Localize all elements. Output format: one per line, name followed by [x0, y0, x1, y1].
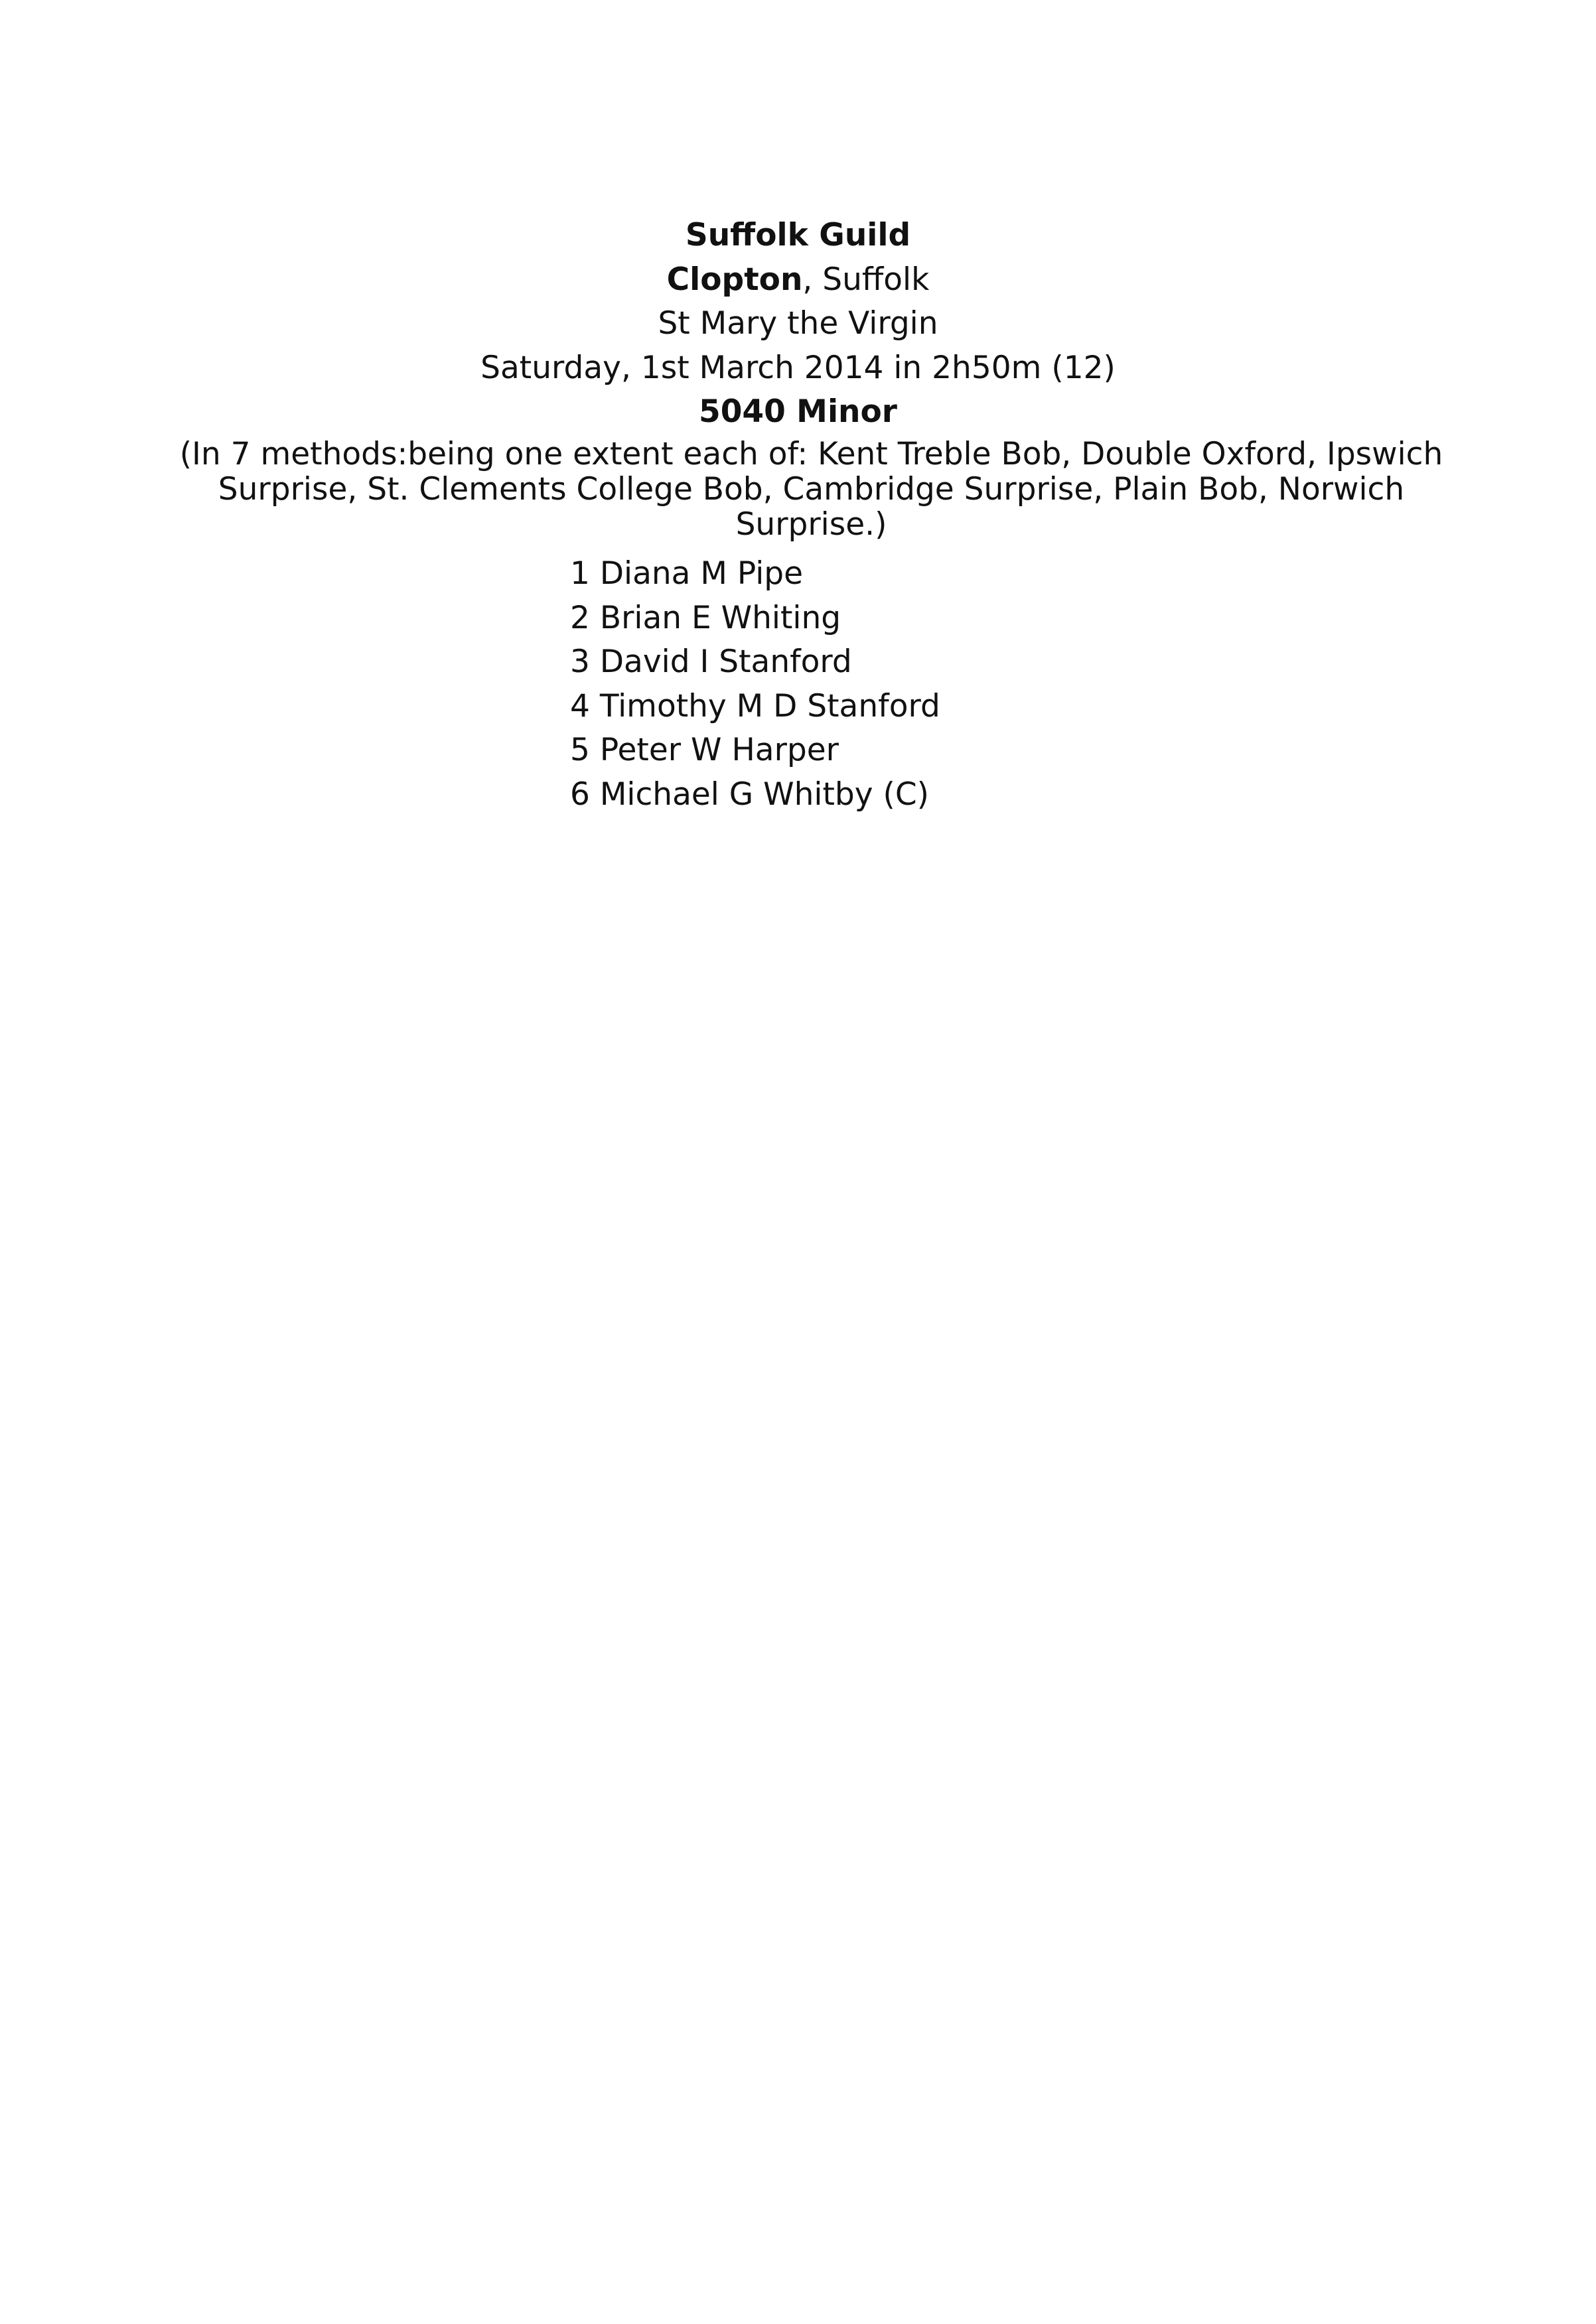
ringer-item: 3 David I Stanford	[570, 644, 852, 681]
date-duration: Saturday, 1st March 2014 in 2h50m (12)	[480, 349, 1116, 386]
performance-title: 5040 Minor	[699, 393, 897, 430]
ringer-item: 6 Michael G Whitby (C)	[570, 776, 929, 813]
ringer-item: 4 Timothy M D Stanford	[570, 687, 940, 724]
guild-name: Suffolk Guild	[685, 217, 911, 253]
location-line	[0, 258, 1596, 303]
ringer-item: 2 Brian E Whiting	[570, 599, 841, 636]
church-dedication: St Mary the Virgin	[658, 305, 938, 342]
ringer-item: 5 Peter W Harper	[570, 732, 839, 769]
county-name: , Suffolk	[802, 261, 930, 298]
ringer-item: 1 Diana M Pipe	[570, 555, 804, 592]
methods-description: (In 7 methods:being one extent each of: Kent Treble Bob, Double Oxford, Ipswich Surprise, St. Clements College Bob, Cambridge Surprise, Plain Bob, Norwich Surprise.)	[179, 436, 1443, 543]
place-name: Clopton	[666, 261, 803, 298]
peal-header	[0, 214, 1596, 435]
ringers-list	[570, 552, 940, 817]
